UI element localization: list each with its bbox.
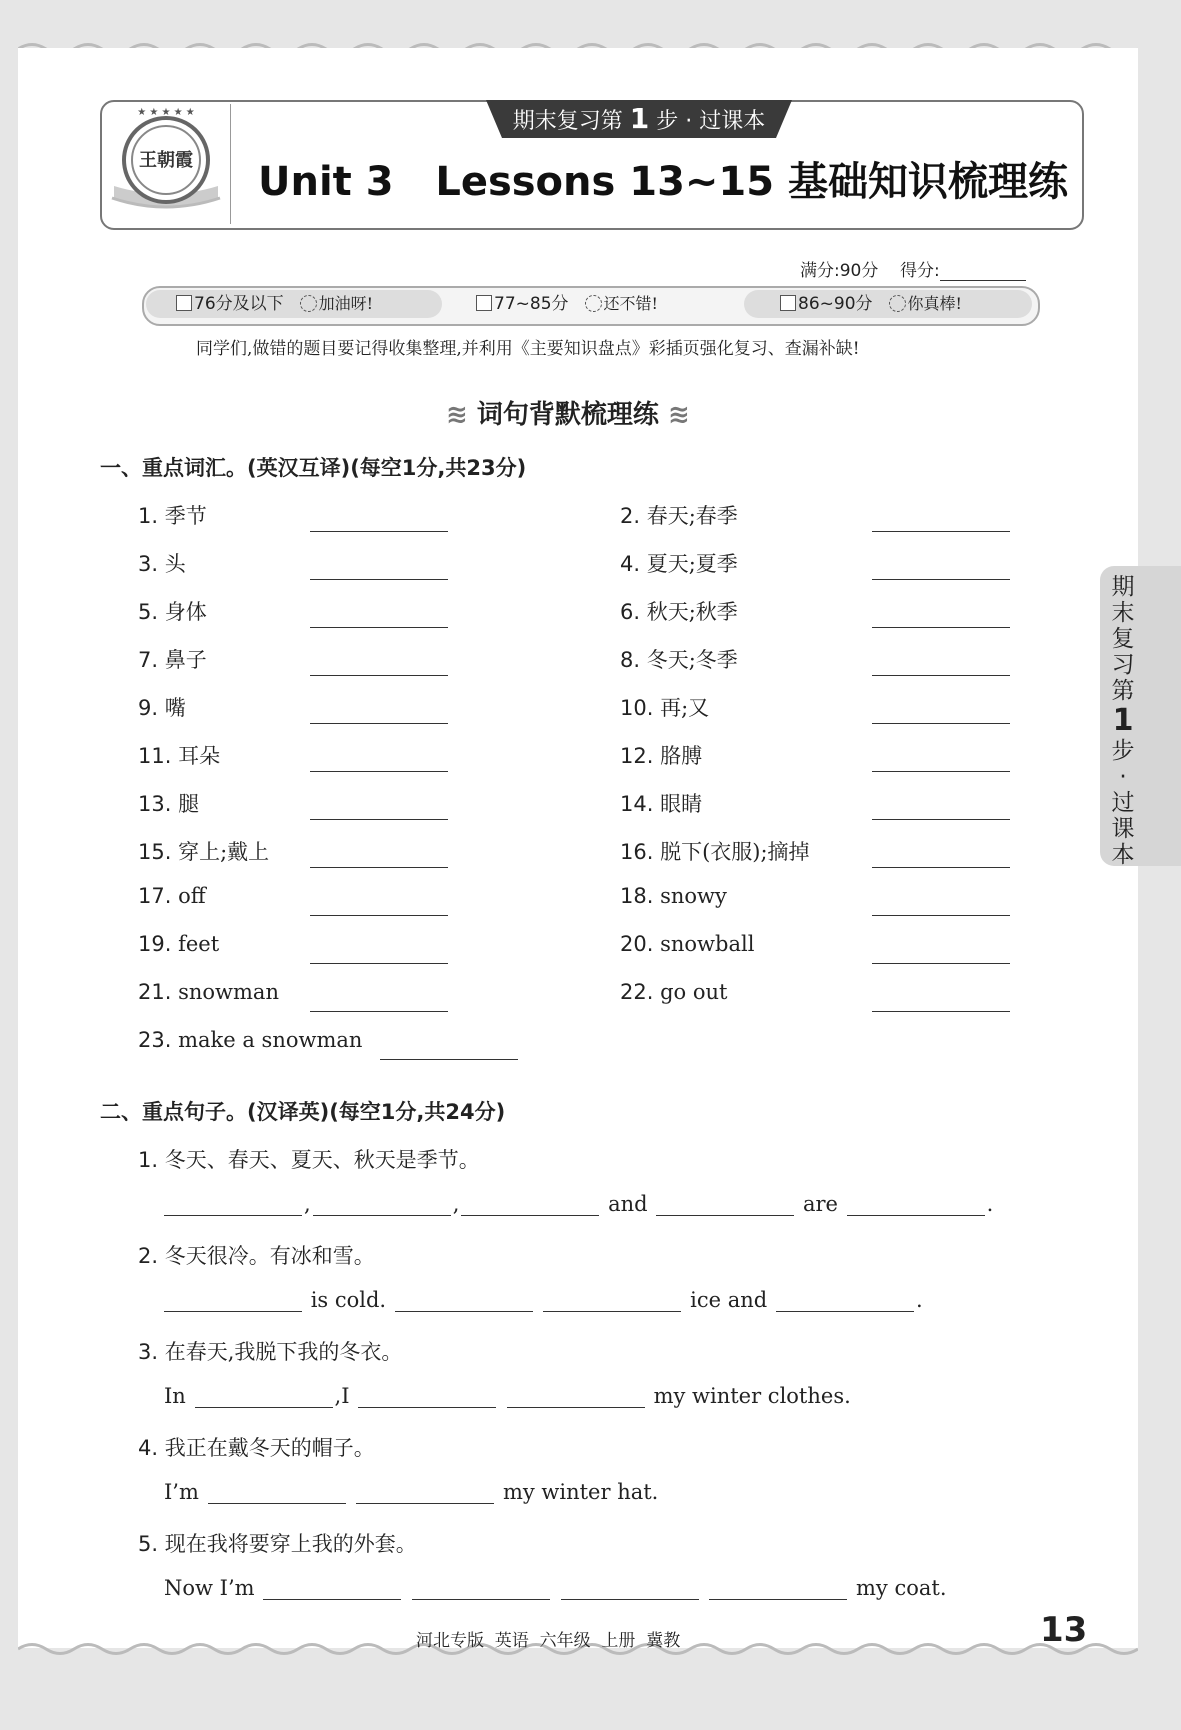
vocab-item-21: 21. snowman: [138, 980, 279, 1004]
sentence-question-2: 2. 冬天很冷。有冰和雪。: [138, 1244, 375, 1268]
full-score-label: 满分:90分: [800, 261, 879, 281]
checkbox[interactable]: [476, 295, 492, 311]
rating-range: 77~85分: [494, 294, 569, 314]
smiley-icon: [889, 295, 906, 312]
answer-blank-16[interactable]: [872, 867, 1010, 868]
rating-segment-2: [446, 290, 742, 318]
smiley-icon: [585, 295, 602, 312]
answer-blank-3[interactable]: [310, 579, 448, 580]
answer-blank[interactable]: [164, 1193, 302, 1216]
answer-blank-14[interactable]: [872, 819, 1010, 820]
vocab-item-4: 4. 夏天;夏季: [620, 552, 738, 576]
sentence-question-3: 3. 在春天,我脱下我的冬衣。: [138, 1340, 403, 1364]
answer-blank[interactable]: [164, 1289, 302, 1312]
vocab-item-12: 12. 胳膊: [620, 744, 703, 768]
vocab-item-14: 14. 眼睛: [620, 792, 703, 816]
footer-text: 河北专版 英语 六年级 上册 冀教: [416, 1631, 681, 1651]
rating-range: 76分及以下: [194, 294, 284, 314]
answer-blank[interactable]: [356, 1481, 494, 1504]
section-title-text: 词句背默梳理练: [476, 400, 659, 430]
rating-comment: 还不错!: [603, 294, 658, 313]
rating-comment: 你真棒!: [907, 294, 962, 313]
rating-comment: 加油呀!: [318, 294, 374, 313]
answer-blank-9[interactable]: [310, 723, 448, 724]
sentence-answer-5: Now I’m my coat.: [164, 1576, 947, 1600]
answer-blank-21[interactable]: [310, 1011, 448, 1012]
sentence-question-1: 1. 冬天、春天、夏天、秋天是季节。: [138, 1148, 480, 1172]
answer-blank-22[interactable]: [872, 1011, 1010, 1012]
answer-blank-13[interactable]: [310, 819, 448, 820]
answer-blank[interactable]: [656, 1193, 794, 1216]
answer-blank[interactable]: [313, 1193, 451, 1216]
answer-blank[interactable]: [263, 1577, 401, 1600]
score-blank[interactable]: [940, 262, 1026, 281]
side-tab-text: 期 末 复 习 第 1 步 · 过 课 本: [1111, 574, 1135, 868]
sentence-answer-3: In ,I my winter clothes.: [164, 1384, 851, 1408]
rating-segment-3: [744, 290, 1032, 318]
sentence-answer-1: , , and are .: [162, 1192, 993, 1216]
sentence-answer-4: I’m my winter hat.: [164, 1480, 659, 1504]
answer-blank-7[interactable]: [310, 675, 448, 676]
vocab-item-5: 5. 身体: [138, 600, 207, 624]
vocab-item-13: 13. 腿: [138, 792, 200, 816]
vocab-item-19: 19. feet: [138, 932, 220, 956]
vocab-item-17: 17. off: [138, 884, 206, 908]
vocab-item-18: 18. snowy: [620, 884, 727, 908]
rating-range: 86~90分: [798, 294, 873, 314]
vocab-item-1: 1. 季节: [138, 504, 207, 528]
svg-text:★ ★ ★ ★ ★: ★ ★ ★ ★ ★: [137, 107, 195, 118]
vocab-item-20: 20. snowball: [620, 932, 755, 956]
logo-divider: [230, 104, 231, 224]
sentence-question-5: 5. 现在我将要穿上我的外套。: [138, 1532, 417, 1556]
answer-blank-15[interactable]: [310, 867, 448, 868]
answer-blank-18[interactable]: [872, 915, 1010, 916]
score-label: 得分:: [899, 261, 940, 281]
vocab-item-6: 6. 秋天;秋季: [620, 600, 738, 624]
vocab-item-16: 16. 脱下(衣服);摘掉: [620, 840, 810, 864]
vocab-item-22: 22. go out: [620, 980, 728, 1004]
answer-blank-6[interactable]: [872, 627, 1010, 628]
answer-blank-12[interactable]: [872, 771, 1010, 772]
vocab-item-9: 9. 嘴: [138, 696, 186, 720]
logo-text: 王朝霞: [139, 150, 193, 171]
answer-blank-20[interactable]: [872, 963, 1010, 964]
answer-blank-17[interactable]: [310, 915, 448, 916]
answer-blank[interactable]: [561, 1577, 699, 1600]
answer-blank-2[interactable]: [872, 531, 1010, 532]
vocab-item-11: 11. 耳朵: [138, 744, 221, 768]
smiley-icon: [300, 295, 317, 312]
part1-heading: 一、重点词汇。(英汉互译)(每空1分,共23分): [100, 456, 527, 480]
answer-blank[interactable]: [776, 1289, 914, 1312]
answer-blank[interactable]: [507, 1385, 645, 1408]
page-title: Unit 3 Lessons 13~15 基础知识梳理练: [258, 159, 1069, 205]
answer-blank[interactable]: [195, 1385, 333, 1408]
part2-heading: 二、重点句子。(汉译英)(每空1分,共24分): [100, 1100, 506, 1124]
answer-blank-5[interactable]: [310, 627, 448, 628]
vocab-item-2: 2. 春天;春季: [620, 504, 738, 528]
banner-num: 1: [629, 102, 650, 135]
answer-blank[interactable]: [208, 1481, 346, 1504]
answer-blank-1[interactable]: [310, 531, 448, 532]
page-number: 13: [1040, 1610, 1088, 1650]
wave-right-icon: ≋: [667, 400, 690, 430]
sentence-question-4: 4. 我正在戴冬天的帽子。: [138, 1436, 375, 1460]
checkbox[interactable]: [176, 295, 192, 311]
publisher-logo: [104, 106, 228, 222]
wave-left-icon: ≋: [446, 400, 468, 430]
answer-blank-8[interactable]: [872, 675, 1010, 676]
score-line: [800, 256, 1026, 281]
answer-blank[interactable]: [395, 1289, 533, 1312]
answer-blank[interactable]: [543, 1289, 681, 1312]
vocab-item-23: 23. make a snowman: [138, 1028, 363, 1052]
answer-blank-10[interactable]: [872, 723, 1010, 724]
answer-blank[interactable]: [412, 1577, 550, 1600]
answer-blank-23[interactable]: [380, 1059, 518, 1060]
vocab-item-8: 8. 冬天;冬季: [620, 648, 738, 672]
answer-blank[interactable]: [847, 1193, 985, 1216]
sentence-answer-2: is cold. ice and .: [162, 1288, 923, 1312]
vocab-item-3: 3. 头: [138, 552, 186, 576]
banner-pre: 期末复习第: [512, 109, 623, 134]
answer-blank-4[interactable]: [872, 579, 1010, 580]
banner-post: 步 · 过课本: [656, 109, 766, 134]
answer-blank-11[interactable]: [310, 771, 448, 772]
vocab-item-7: 7. 鼻子: [138, 648, 207, 672]
notice-text: 同学们,做错的题目要记得收集整理,并利用《主要知识盘点》彩插页强化复习、查漏补缺!: [196, 339, 860, 359]
vocab-item-10: 10. 再;又: [620, 696, 710, 720]
answer-blank[interactable]: [461, 1193, 599, 1216]
answer-blank[interactable]: [709, 1577, 847, 1600]
checkbox[interactable]: [780, 295, 796, 311]
vocab-item-15: 15. 穿上;戴上: [138, 840, 270, 864]
section-title: [446, 394, 690, 431]
rating-segment-1: [146, 290, 442, 318]
step-banner: [486, 100, 792, 138]
answer-blank[interactable]: [358, 1385, 496, 1408]
answer-blank-19[interactable]: [310, 963, 448, 964]
